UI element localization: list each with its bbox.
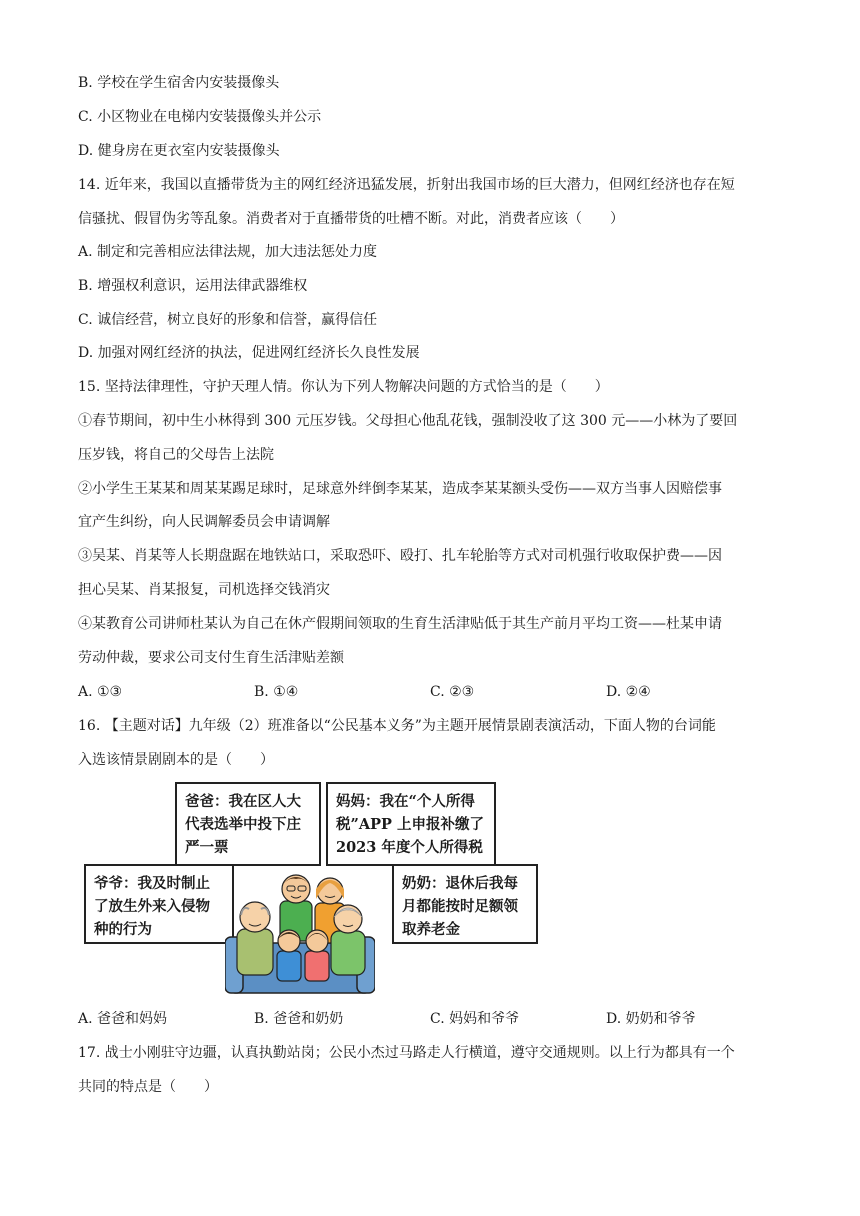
- bubble-dad: [175, 782, 321, 866]
- q16-option-d: D. 奶奶和爷爷: [606, 1011, 696, 1027]
- q14-option-a: A. 制定和完善相应法律法规，加大违法惩处力度: [78, 244, 378, 260]
- q15-item4-line1: ④某教育公司讲师杜某认为自己在休产假期间领取的生育生活津贴低于其生产前月平均工资——杜某申请: [78, 616, 722, 632]
- bubble-grandma-line1: 奶奶：退休后我每: [402, 875, 518, 892]
- q15-option-b: B. ①④: [254, 684, 299, 700]
- q14-option-b: B. 增强权利意识，运用法律武器维权: [78, 278, 308, 294]
- q15-option-a: A. ①③: [78, 684, 123, 700]
- q13-option-c: C. 小区物业在电梯内安装摄像头并公示: [78, 109, 322, 125]
- q15-item2-line2: 宜产生纠纷，向人民调解委员会申请调解: [78, 514, 330, 530]
- child-figure: [277, 951, 301, 981]
- bubble-grandpa-line2: 了放生外来入侵物: [94, 898, 210, 915]
- q17-stem-line2: 共同的特点是（ ）: [78, 1079, 218, 1095]
- q15-option-d: D. ②④: [606, 684, 651, 700]
- child-figure-2: [305, 951, 329, 981]
- q15-item2-line1: ②小学生王某某和周某某踢足球时，足球意外绊倒李某某，造成李某某额头受伤——双方当事人因赔偿事: [78, 481, 722, 497]
- q13-option-b: B. 学校在学生宿舍内安装摄像头: [78, 75, 280, 91]
- bubble-dad-line2: 代表选举中投下庄: [185, 816, 301, 833]
- bubble-grandpa: [84, 864, 234, 944]
- bubble-grandma-line2: 月都能按时足额领: [402, 898, 518, 915]
- q16-option-a: A. 爸爸和妈妈: [78, 1011, 168, 1027]
- bubble-mom-line3: 2023 年度个人所得税: [336, 839, 483, 856]
- q15-stem: 15. 坚持法律理性，守护天理人情。你认为下列人物解决问题的方式恰当的是（ ）: [78, 379, 609, 395]
- q16-stem-line2: 入选该情景剧剧本的是（ ）: [78, 752, 274, 768]
- q15-item1-line1: ①春节期间，初中生小林得到 300 元压岁钱。父母担心他乱花钱，强制没收了这 300 元——小林为了要回: [78, 413, 738, 429]
- q15-item4-line2: 劳动仲裁，要求公司支付生育生活津贴差额: [78, 650, 344, 666]
- q15-item3-line1: ③吴某、肖某等人长期盘踞在地铁站口，采取恐吓、殴打、扎车轮胎等方式对司机强行收取保护费——因: [78, 548, 722, 564]
- q14-stem-line2: 信骚扰、假冒伪劣等乱象。消费者对于直播带货的吐槽不断。对此，消费者应该（ ）: [78, 211, 624, 227]
- bubble-grandpa-line3: 种的行为: [94, 921, 152, 938]
- grandpa-figure: [237, 929, 273, 975]
- q15-item3-line2: 担心吴某、肖某报复，司机选择交钱消灾: [78, 582, 330, 598]
- family-illustration: [225, 865, 375, 995]
- grandma-figure: [331, 931, 365, 975]
- q16-option-c: C. 妈妈和爷爷: [430, 1011, 520, 1027]
- bubble-grandpa-line1: 爷爷：我及时制止: [94, 875, 210, 892]
- q14-option-c: C. 诚信经营，树立良好的形象和信誉，赢得信任: [78, 312, 378, 328]
- q16-option-b: B. 爸爸和奶奶: [254, 1011, 344, 1027]
- bubble-dad-line1: 爸爸：我在区人大: [185, 793, 301, 810]
- q16-stem-line1: 16. 【主题对话】九年级（2）班准备以“公民基本义务”为主题开展情景剧表演活动，下面人物的台词能: [78, 718, 716, 734]
- bubble-grandma-line3: 取养老金: [402, 921, 460, 938]
- q15-item1-line2: 压岁钱，将自己的父母告上法院: [78, 447, 274, 463]
- bubble-dad-line3: 严一票: [185, 839, 229, 856]
- q15-option-c: C. ②③: [430, 684, 475, 700]
- bubble-mom-line1: 妈妈：我在“个人所得: [336, 793, 475, 810]
- q14-option-d: D. 加强对网红经济的执法，促进网红经济长久良性发展: [78, 345, 420, 361]
- bubble-mom-line2: 税”APP 上申报补缴了: [336, 816, 484, 833]
- q13-option-d: D. 健身房在更衣室内安装摄像头: [78, 143, 280, 159]
- q17-stem-line1: 17. 战士小刚驻守边疆，认真执勤站岗；公民小杰过马路走人行横道，遵守交通规则。以上行为都具有一个: [78, 1045, 735, 1061]
- bubble-grandma: [392, 864, 538, 944]
- q14-stem-line1: 14. 近年来，我国以直播带货为主的网红经济迅猛发展，折射出我国市场的巨大潜力，但网红经济也存在短: [78, 177, 735, 193]
- bubble-mom: [326, 782, 496, 866]
